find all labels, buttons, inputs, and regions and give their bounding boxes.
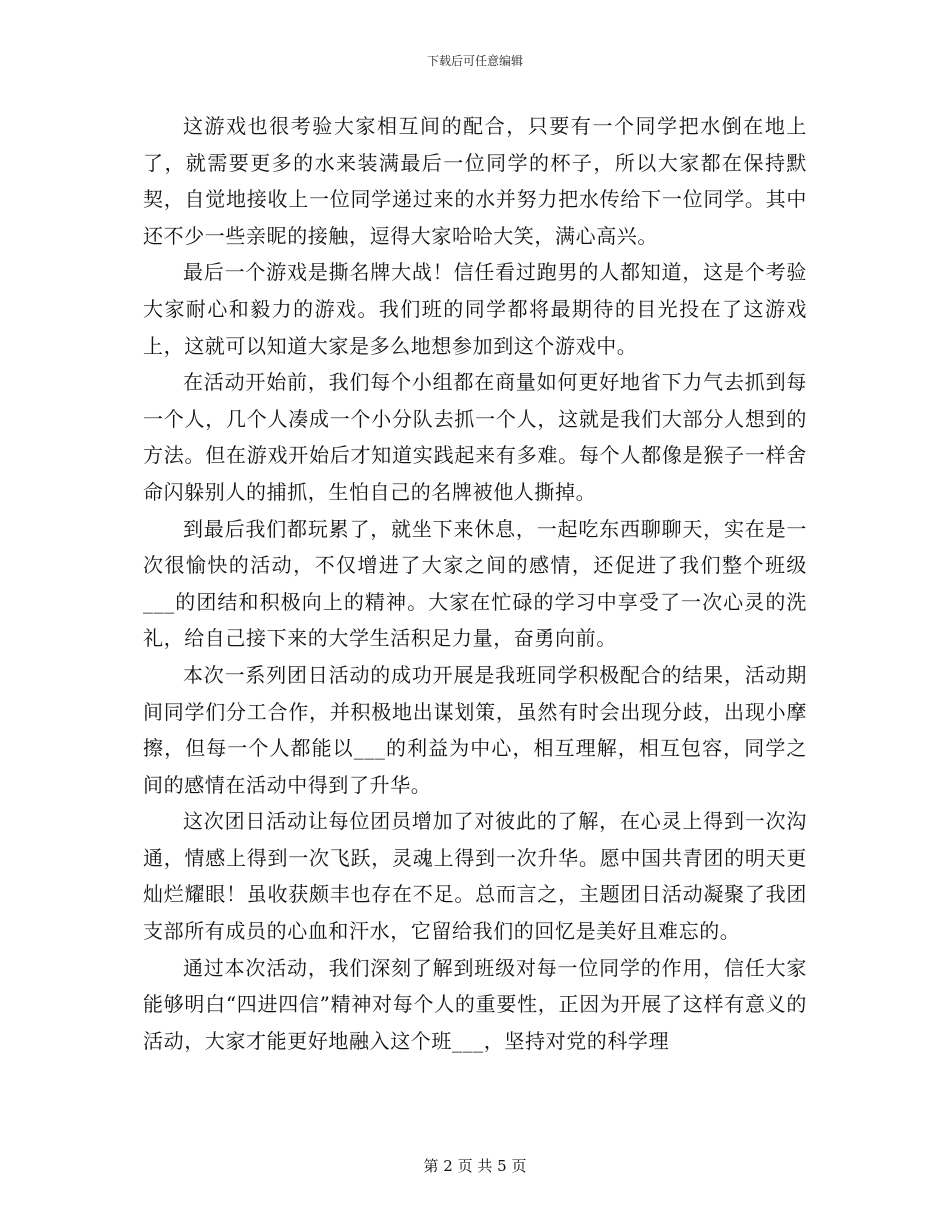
page-header: 下载后可任意编辑 xyxy=(426,54,523,68)
paragraph-2: 最后一个游戏是撕名牌大战！信任看过跑男的人都知道，这是个考验大家耐心和毅力的游戏。我们班的同学都将最期待的目光投在了这游戏上，这就可以知道大家是多么地想参加到这个游戏中。 xyxy=(143,260,807,358)
paragraph-7: 通过本次活动，我们深刻了解到班级对每一位同学的作用，信任大家能够明白“四进四信”精神对每个人的重要性，正因为开展了这样有意义的活动，大家才能更好地融入这个班___，坚持对党的科学理 xyxy=(143,955,807,1053)
page-footer: 第 2 页 共 5 页 xyxy=(423,1157,527,1175)
paragraph-6: 这次团日活动让每位团员增加了对彼此的了解，在心灵上得到一次沟通，情感上得到一次飞跃，灵魂上得到一次升华。愿中国共青团的明天更灿烂耀眼！虽收获颇丰也存在不足。总而言之，主题团日活动凝聚了我团支部所有成员的心血和汗水，它留给我们的回忆是美好且难忘的。 xyxy=(143,809,807,944)
paragraph-5: 本次一系列团日活动的成功开展是我班同学积极配合的结果，活动期间同学们分工合作，并积极地出谋划策，虽然有时会出现分歧，出现小摩擦，但每一个人都能以___的利益为中心，相互理解，相互包容，同学之间的感情在活动中得到了升华。 xyxy=(143,662,807,797)
paragraph-1: 这游戏也很考验大家相互间的配合，只要有一个同学把水倒在地上了，就需要更多的水来装满最后一位同学的杯子，所以大家都在保持默契，自觉地接收上一位同学递过来的水并努力把水传给下一位同学。其中还不少一些亲昵的接触，逗得大家哈哈大笑，满心高兴。 xyxy=(143,114,807,248)
document-body xyxy=(143,108,807,1059)
paragraph-4: 到最后我们都玩累了，就坐下来休息，一起吃东西聊聊天，实在是一次很愉快的活动，不仅增进了大家之间的感情，还促进了我们整个班级___的团结和积极向上的精神。大家在忙碌的学习中享受了一次心灵的洗礼，给自己接下来的大学生活积足力量，奋勇向前。 xyxy=(143,516,807,651)
paragraph-3: 在活动开始前，我们每个小组都在商量如何更好地省下力气去抓到每一个人，几个人凑成一个小分队去抓一个人，这就是我们大部分人想到的方法。但在游戏开始后才知道实践起来有多难。每个人都像是猴子一样舍命闪躲别人的捕抓，生怕自己的名牌被他人撕掉。 xyxy=(143,370,807,504)
